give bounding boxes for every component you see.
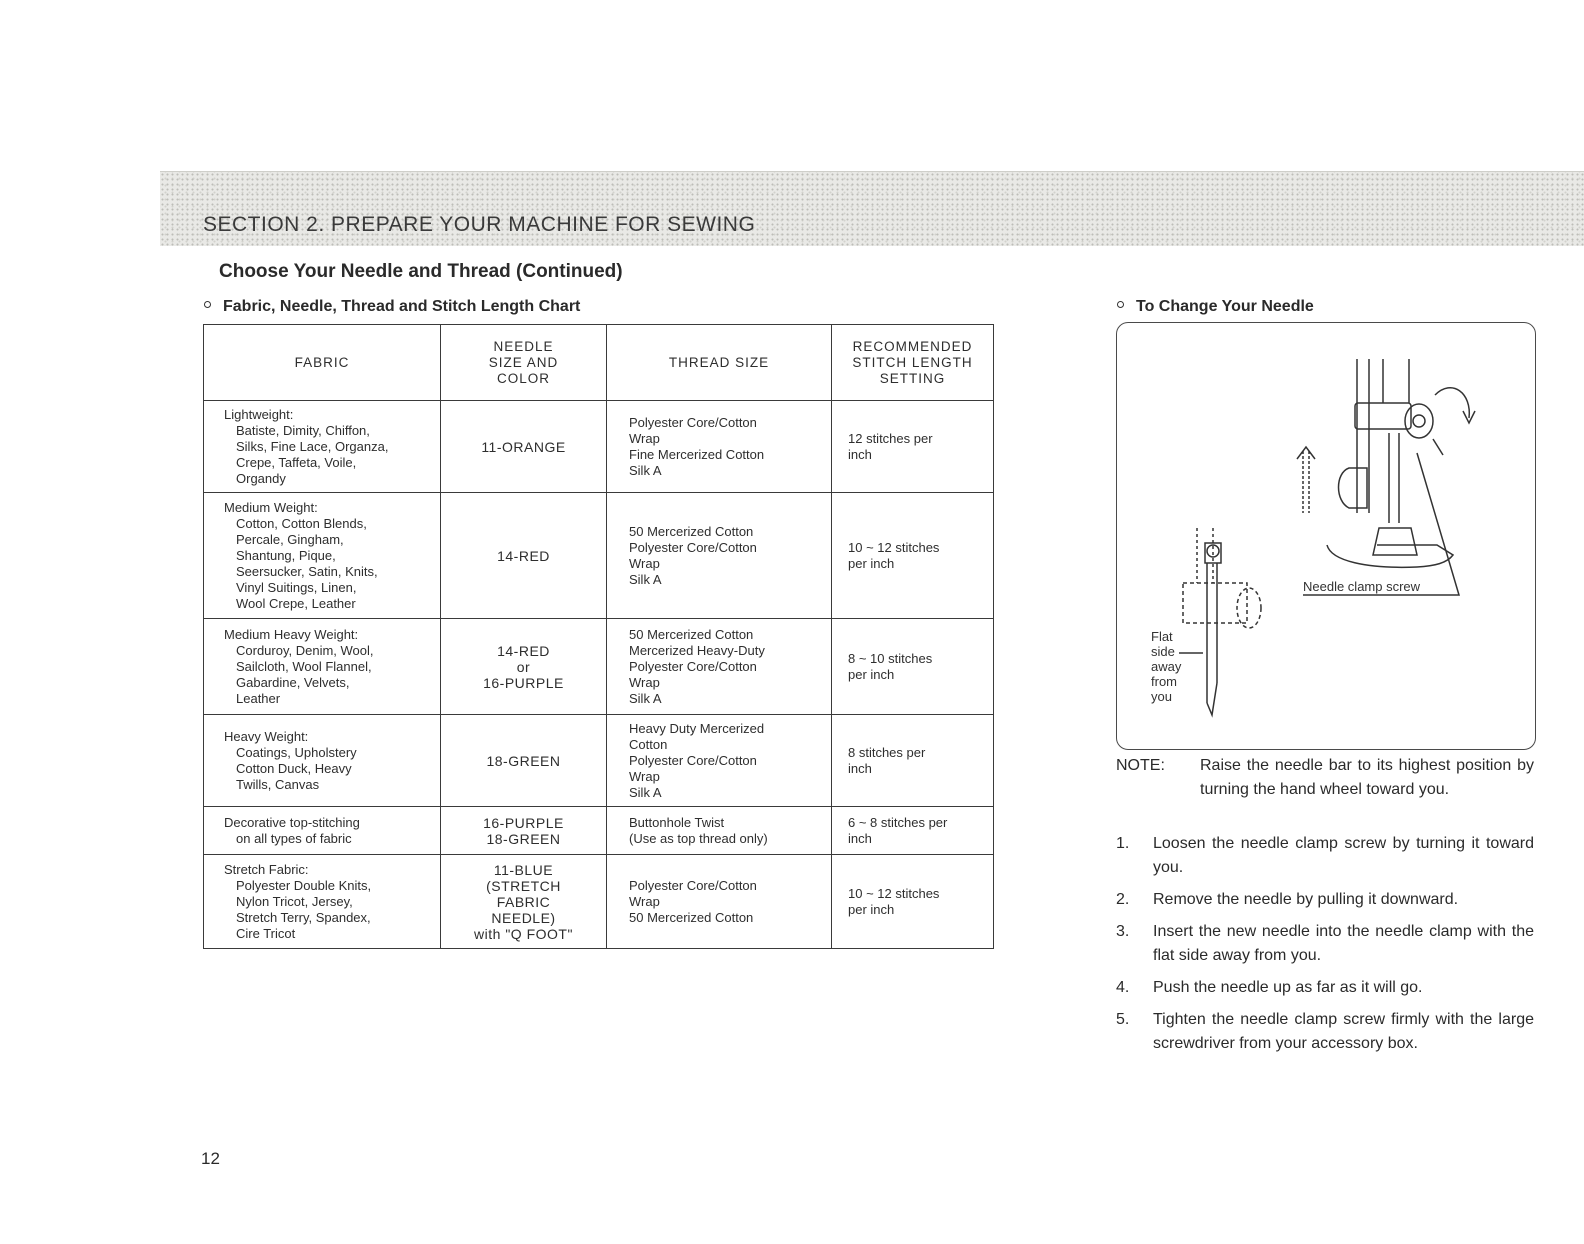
cell-thread: Buttonhole Twist (Use as top thread only) — [607, 807, 832, 855]
step-number: 5. — [1116, 1011, 1130, 1028]
cell-thread: 50 Mercerized Cotton Polyester Core/Cotton Wrap Silk A — [607, 493, 832, 619]
cell-needle: 11-ORANGE — [441, 401, 607, 493]
cell-thread: Polyester Core/Cotton Wrap 50 Mercerized Cotton — [607, 855, 832, 949]
step-item — [1116, 920, 1534, 968]
column-header-thread: THREAD SIZE — [607, 325, 832, 401]
cell-needle: 18-GREEN — [441, 715, 607, 807]
cell-stitch: 10 ~ 12 stitches per inch — [832, 855, 994, 949]
step-number: 4. — [1116, 979, 1130, 996]
step-text: Tighten the needle clamp screw firmly with the large screwdriver from your accessory box. — [1153, 1011, 1534, 1052]
cell-fabric: Decorative top-stitching on all types of fabric — [204, 807, 441, 855]
cell-fabric: Heavy Weight: Coatings, Upholstery Cotton Duck, Heavy Twills, Canvas — [204, 715, 441, 807]
step-item — [1116, 976, 1534, 1000]
chart-row — [204, 493, 994, 619]
step-number: 2. — [1116, 891, 1130, 908]
step-text: Loosen the needle clamp screw by turning it toward you. — [1153, 835, 1534, 876]
chart-header-row — [204, 325, 994, 401]
cell-needle: 11-BLUE (STRETCH FABRIC NEEDLE) with "Q FOOT" — [441, 855, 607, 949]
cell-needle: 14-RED or 16-PURPLE — [441, 619, 607, 715]
column-header-fabric: FABRIC — [204, 325, 441, 401]
chart-row — [204, 401, 994, 493]
cell-thread: Heavy Duty Mercerized Cotton Polyester Core/Cotton Wrap Silk A — [607, 715, 832, 807]
column-header-needle: NEEDLE SIZE AND COLOR — [441, 325, 607, 401]
page-subtitle: Choose Your Needle and Thread (Continued) — [219, 261, 623, 282]
flat-side-label: Flat side away from you — [1151, 629, 1182, 704]
note-label: NOTE: — [1116, 757, 1165, 774]
bullet-icon — [204, 301, 211, 308]
cell-stitch: 8 ~ 10 stitches per inch — [832, 619, 994, 715]
needle-clamp-screw-label: Needle clamp screw — [1303, 579, 1421, 594]
step-text: Insert the new needle into the needle clamp with the flat side away from you. — [1153, 923, 1534, 964]
step-item — [1116, 888, 1534, 912]
step-number: 3. — [1116, 923, 1130, 940]
cell-stitch: 10 ~ 12 stitches per inch — [832, 493, 994, 619]
step-item — [1116, 1008, 1534, 1056]
cell-fabric: Lightweight: Batiste, Dimity, Chiffon, Silks, Fine Lace, Organza, Crepe, Taffeta, Voile, Organdy — [204, 401, 441, 493]
step-text: Push the needle up as far as it will go. — [1153, 979, 1423, 996]
cell-needle: 16-PURPLE 18-GREEN — [441, 807, 607, 855]
cell-thread: 50 Mercerized Cotton Mercerized Heavy-Duty Polyester Core/Cotton Wrap Silk A — [607, 619, 832, 715]
step-text: Remove the needle by pulling it downward. — [1153, 891, 1459, 908]
step-item — [1116, 832, 1534, 880]
chart-row — [204, 855, 994, 949]
cell-fabric: Medium Heavy Weight: Corduroy, Denim, Wool, Sailcloth, Wool Flannel, Gabardine, Velvets, Leather — [204, 619, 441, 715]
note-block — [1116, 754, 1534, 802]
change-needle-steps — [1116, 832, 1534, 1064]
cell-stitch: 12 stitches per inch — [832, 401, 994, 493]
cell-needle: 14-RED — [441, 493, 607, 619]
chart-row — [204, 715, 994, 807]
column-header-stitch: RECOMMENDED STITCH LENGTH SETTING — [832, 325, 994, 401]
chart-row — [204, 619, 994, 715]
cell-fabric: Stretch Fabric: Polyester Double Knits, Nylon Tricot, Jersey, Stretch Terry, Spandex, Cire Tricot — [204, 855, 441, 949]
cell-fabric: Medium Weight: Cotton, Cotton Blends, Percale, Gingham, Shantung, Pique, Seersucker, Satin, Knits, Vinyl Suitings, Linen, Wool Crepe, Leather — [204, 493, 441, 619]
page-number: 12 — [201, 1149, 220, 1168]
section-title: SECTION 2. PREPARE YOUR MACHINE FOR SEWING — [203, 213, 756, 236]
bullet-icon — [1117, 301, 1124, 308]
change-needle-heading: To Change Your Needle — [1117, 298, 1314, 316]
cell-stitch: 8 stitches per inch — [832, 715, 994, 807]
note-text: Raise the needle bar to its highest position by turning the hand wheel toward you. — [1200, 757, 1534, 798]
fabric-needle-thread-chart — [203, 324, 994, 949]
step-number: 1. — [1116, 835, 1130, 852]
cell-stitch: 6 ~ 8 stitches per inch — [832, 807, 994, 855]
chart-row — [204, 807, 994, 855]
chart-heading: Fabric, Needle, Thread and Stitch Length Chart — [204, 298, 580, 316]
cell-thread: Polyester Core/Cotton Wrap Fine Mercerized Cotton Silk A — [607, 401, 832, 493]
needle-diagram — [1116, 322, 1536, 750]
